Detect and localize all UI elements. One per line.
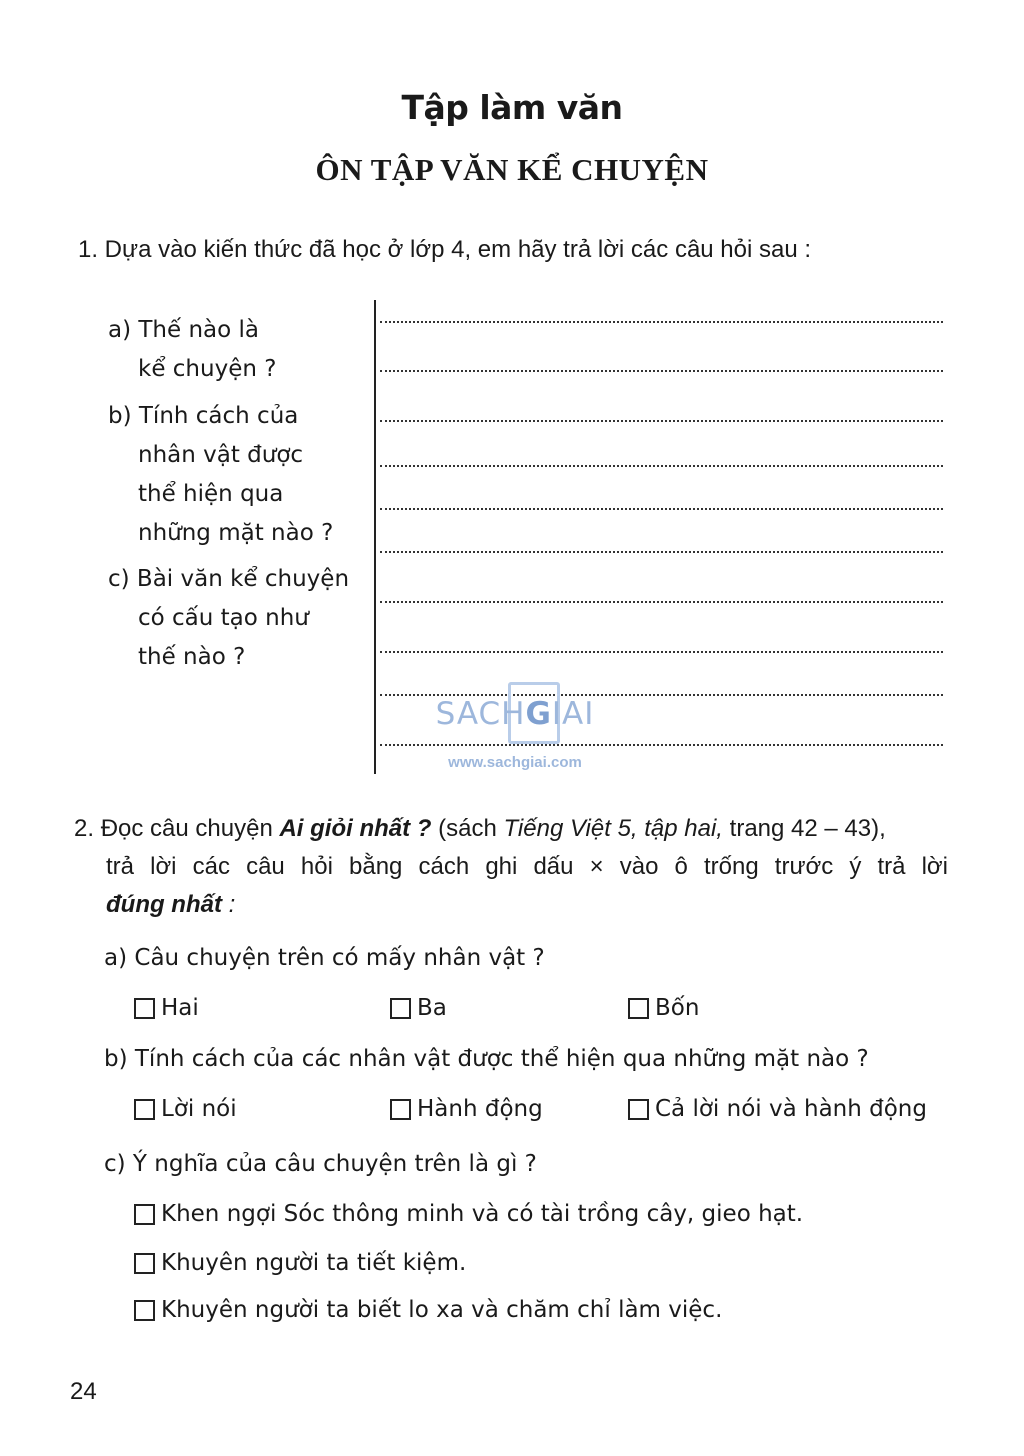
option-2a-1[interactable]: Hai <box>134 995 199 1021</box>
page-number: 24 <box>70 1378 97 1405</box>
answer-line[interactable] <box>380 321 943 323</box>
answer-line[interactable] <box>380 601 943 603</box>
question-1b-line: nhân vật được <box>138 442 304 468</box>
question-1b-line: thể hiện qua <box>138 481 284 507</box>
watermark-logo <box>410 682 620 777</box>
question-1a <box>108 311 276 389</box>
question-1a-line: kể chuyện ? <box>138 356 277 382</box>
question-1-prompt: 1. Dựa vào kiến thức đã học ở lớp 4, em hãy trả lời các câu hỏi sau : <box>78 236 812 263</box>
question-2-line: trả lời các câu hỏi bằng cách ghi dấu × vào ô trống trước ý trả lời <box>106 853 948 880</box>
question-2b: b) Tính cách của các nhân vật được thể hiện qua những mặt nào ? <box>104 1046 869 1072</box>
question-2c: c) Ý nghĩa của câu chuyện trên là gì ? <box>104 1151 537 1177</box>
answer-column-divider <box>374 300 376 774</box>
question-1b-line: b) Tính cách của <box>108 403 299 429</box>
option-2a-2[interactable]: Ba <box>390 995 447 1021</box>
checkbox[interactable] <box>134 1204 155 1225</box>
watermark-url: www.sachgiai.com <box>448 754 582 771</box>
question-1c-line: thế nào ? <box>138 644 246 670</box>
section-title: Tập làm văn <box>401 88 623 127</box>
story-title: Ai giỏi nhất ? <box>279 815 432 842</box>
question-2-prompt: 2. Đọc câu chuyện Ai giỏi nhất ? (sách Tiếng Việt 5, tập hai, trang 42 – 43), trả lời các câu hỏi bằng cách ghi dấu × vào ô trống trước ý trả lời đúng nhất : <box>74 810 948 924</box>
answer-line[interactable] <box>380 370 943 372</box>
option-2b-3[interactable]: Cả lời nói và hành động <box>628 1096 927 1122</box>
answer-line[interactable] <box>380 465 943 467</box>
question-2-line: đúng nhất : <box>106 891 236 918</box>
answer-line[interactable] <box>380 508 943 510</box>
checkbox[interactable] <box>134 1099 155 1120</box>
watermark-brand: SACHGIAI <box>435 696 595 732</box>
question-1b-line: những mặt nào ? <box>138 520 334 546</box>
answer-line[interactable] <box>380 651 943 653</box>
option-2b-1[interactable]: Lời nói <box>134 1096 237 1122</box>
checkbox[interactable] <box>134 1300 155 1321</box>
checkbox[interactable] <box>390 998 411 1019</box>
checkbox[interactable] <box>628 998 649 1019</box>
answer-line[interactable] <box>380 420 943 422</box>
option-2a-3[interactable]: Bốn <box>628 995 699 1021</box>
lesson-title: ÔN TẬP VĂN KỂ CHUYỆN <box>315 152 709 187</box>
question-1b <box>108 397 333 553</box>
option-2c-3[interactable]: Khuyên người ta biết lo xa và chăm chỉ làm việc. <box>134 1297 722 1323</box>
option-2c-1[interactable]: Khen ngợi Sóc thông minh và có tài trồng cây, gieo hạt. <box>134 1201 803 1227</box>
question-1c <box>108 560 349 677</box>
question-1c-line: có cấu tạo như <box>138 605 309 631</box>
option-2b-2[interactable]: Hành động <box>390 1096 543 1122</box>
question-1c-line: c) Bài văn kể chuyện <box>108 566 350 592</box>
checkbox[interactable] <box>134 998 155 1019</box>
question-2a: a) Câu chuyện trên có mấy nhân vật ? <box>104 945 545 971</box>
book-title: Tiếng Việt 5, tập hai, <box>503 815 723 842</box>
option-2c-2[interactable]: Khuyên người ta tiết kiệm. <box>134 1250 466 1276</box>
question-1a-line: a) Thế nào là <box>108 317 260 343</box>
checkbox[interactable] <box>628 1099 649 1120</box>
checkbox[interactable] <box>134 1253 155 1274</box>
answer-line[interactable] <box>380 551 943 553</box>
checkbox[interactable] <box>390 1099 411 1120</box>
